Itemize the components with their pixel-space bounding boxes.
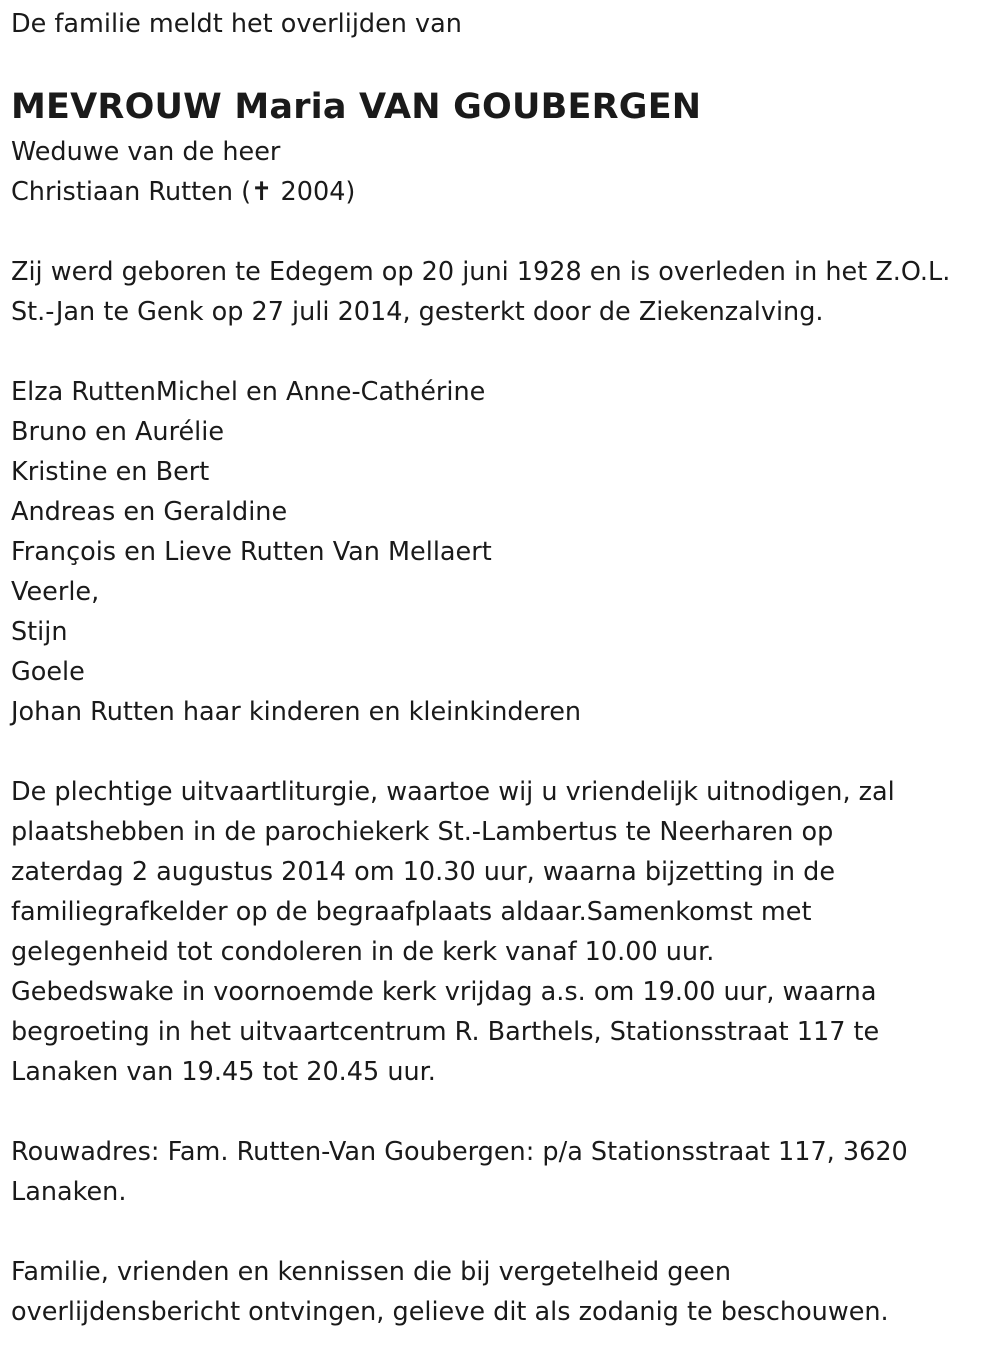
ceremony-line: plaatshebben in de parochiekerk St.-Lambertus te Neerharen op <box>11 817 834 847</box>
family-member-line: François en Lieve Rutten Van Mellaert <box>11 537 492 567</box>
spouse-section <box>11 132 1000 212</box>
ceremony-line: De plechtige uitvaartliturgie, waartoe wij u vriendelijk uitnodigen, zal <box>11 777 895 807</box>
spacer <box>11 732 1000 772</box>
spouse-line: Weduwe van de heer <box>11 137 281 167</box>
family-member-line: Johan Rutten haar kinderen en kleinkinderen <box>11 697 582 727</box>
ceremony-line: Lanaken van 19.45 tot 20.45 uur. <box>11 1057 436 1087</box>
ceremony-section <box>11 772 1000 1092</box>
closing-line: overlijdensbericht ontvingen, gelieve dit als zodanig te beschouwen. <box>11 1297 889 1327</box>
spacer <box>11 212 1000 252</box>
deceased-name: MEVROUW Maria VAN GOUBERGEN <box>11 87 702 127</box>
address-line: Rouwadres: Fam. Rutten-Van Goubergen: p/a Stationsstraat 117, 3620 <box>11 1137 908 1167</box>
address-section <box>11 1132 1000 1212</box>
ceremony-line: familiegrafkelder op de begraafplaats aldaar.Samenkomst met <box>11 897 812 927</box>
family-section <box>11 372 1000 732</box>
spacer <box>11 332 1000 372</box>
spacer <box>11 1212 1000 1252</box>
family-member-line: Stijn <box>11 617 68 647</box>
birth-death-line: St.-Jan te Genk op 27 juli 2014, gesterkt door de Ziekenzalving. <box>11 297 824 327</box>
closing-section <box>11 1252 1000 1332</box>
ceremony-line: gelegenheid tot condoleren in de kerk vanaf 10.00 uur. <box>11 937 715 967</box>
family-member-line: Veerle, <box>11 577 100 607</box>
address-line: Lanaken. <box>11 1177 127 1207</box>
spouse-line: Christiaan Rutten (✝ 2004) <box>11 177 356 207</box>
birth-death-section <box>11 252 1000 332</box>
spacer <box>11 1092 1000 1132</box>
closing-line: Familie, vrienden en kennissen die bij vergetelheid geen <box>11 1257 731 1287</box>
family-member-line: Andreas en Geraldine <box>11 497 288 527</box>
birth-death-line: Zij werd geboren te Edegem op 20 juni 1928 en is overleden in het Z.O.L. <box>11 257 951 287</box>
intro-text: De familie meldt het overlijden van <box>11 9 462 39</box>
family-member-line: Bruno en Aurélie <box>11 417 225 447</box>
family-member-line: Kristine en Bert <box>11 457 210 487</box>
ceremony-line: begroeting in het uitvaartcentrum R. Barthels, Stationsstraat 117 te <box>11 1017 880 1047</box>
family-member-line: Goele <box>11 657 85 687</box>
ceremony-line: Gebedswake in voornoemde kerk vrijdag a.s. om 19.00 uur, waarna <box>11 977 877 1007</box>
family-member-line: Elza RuttenMichel en Anne-Cathérine <box>11 377 486 407</box>
ceremony-line: zaterdag 2 augustus 2014 om 10.30 uur, waarna bijzetting in de <box>11 857 836 887</box>
